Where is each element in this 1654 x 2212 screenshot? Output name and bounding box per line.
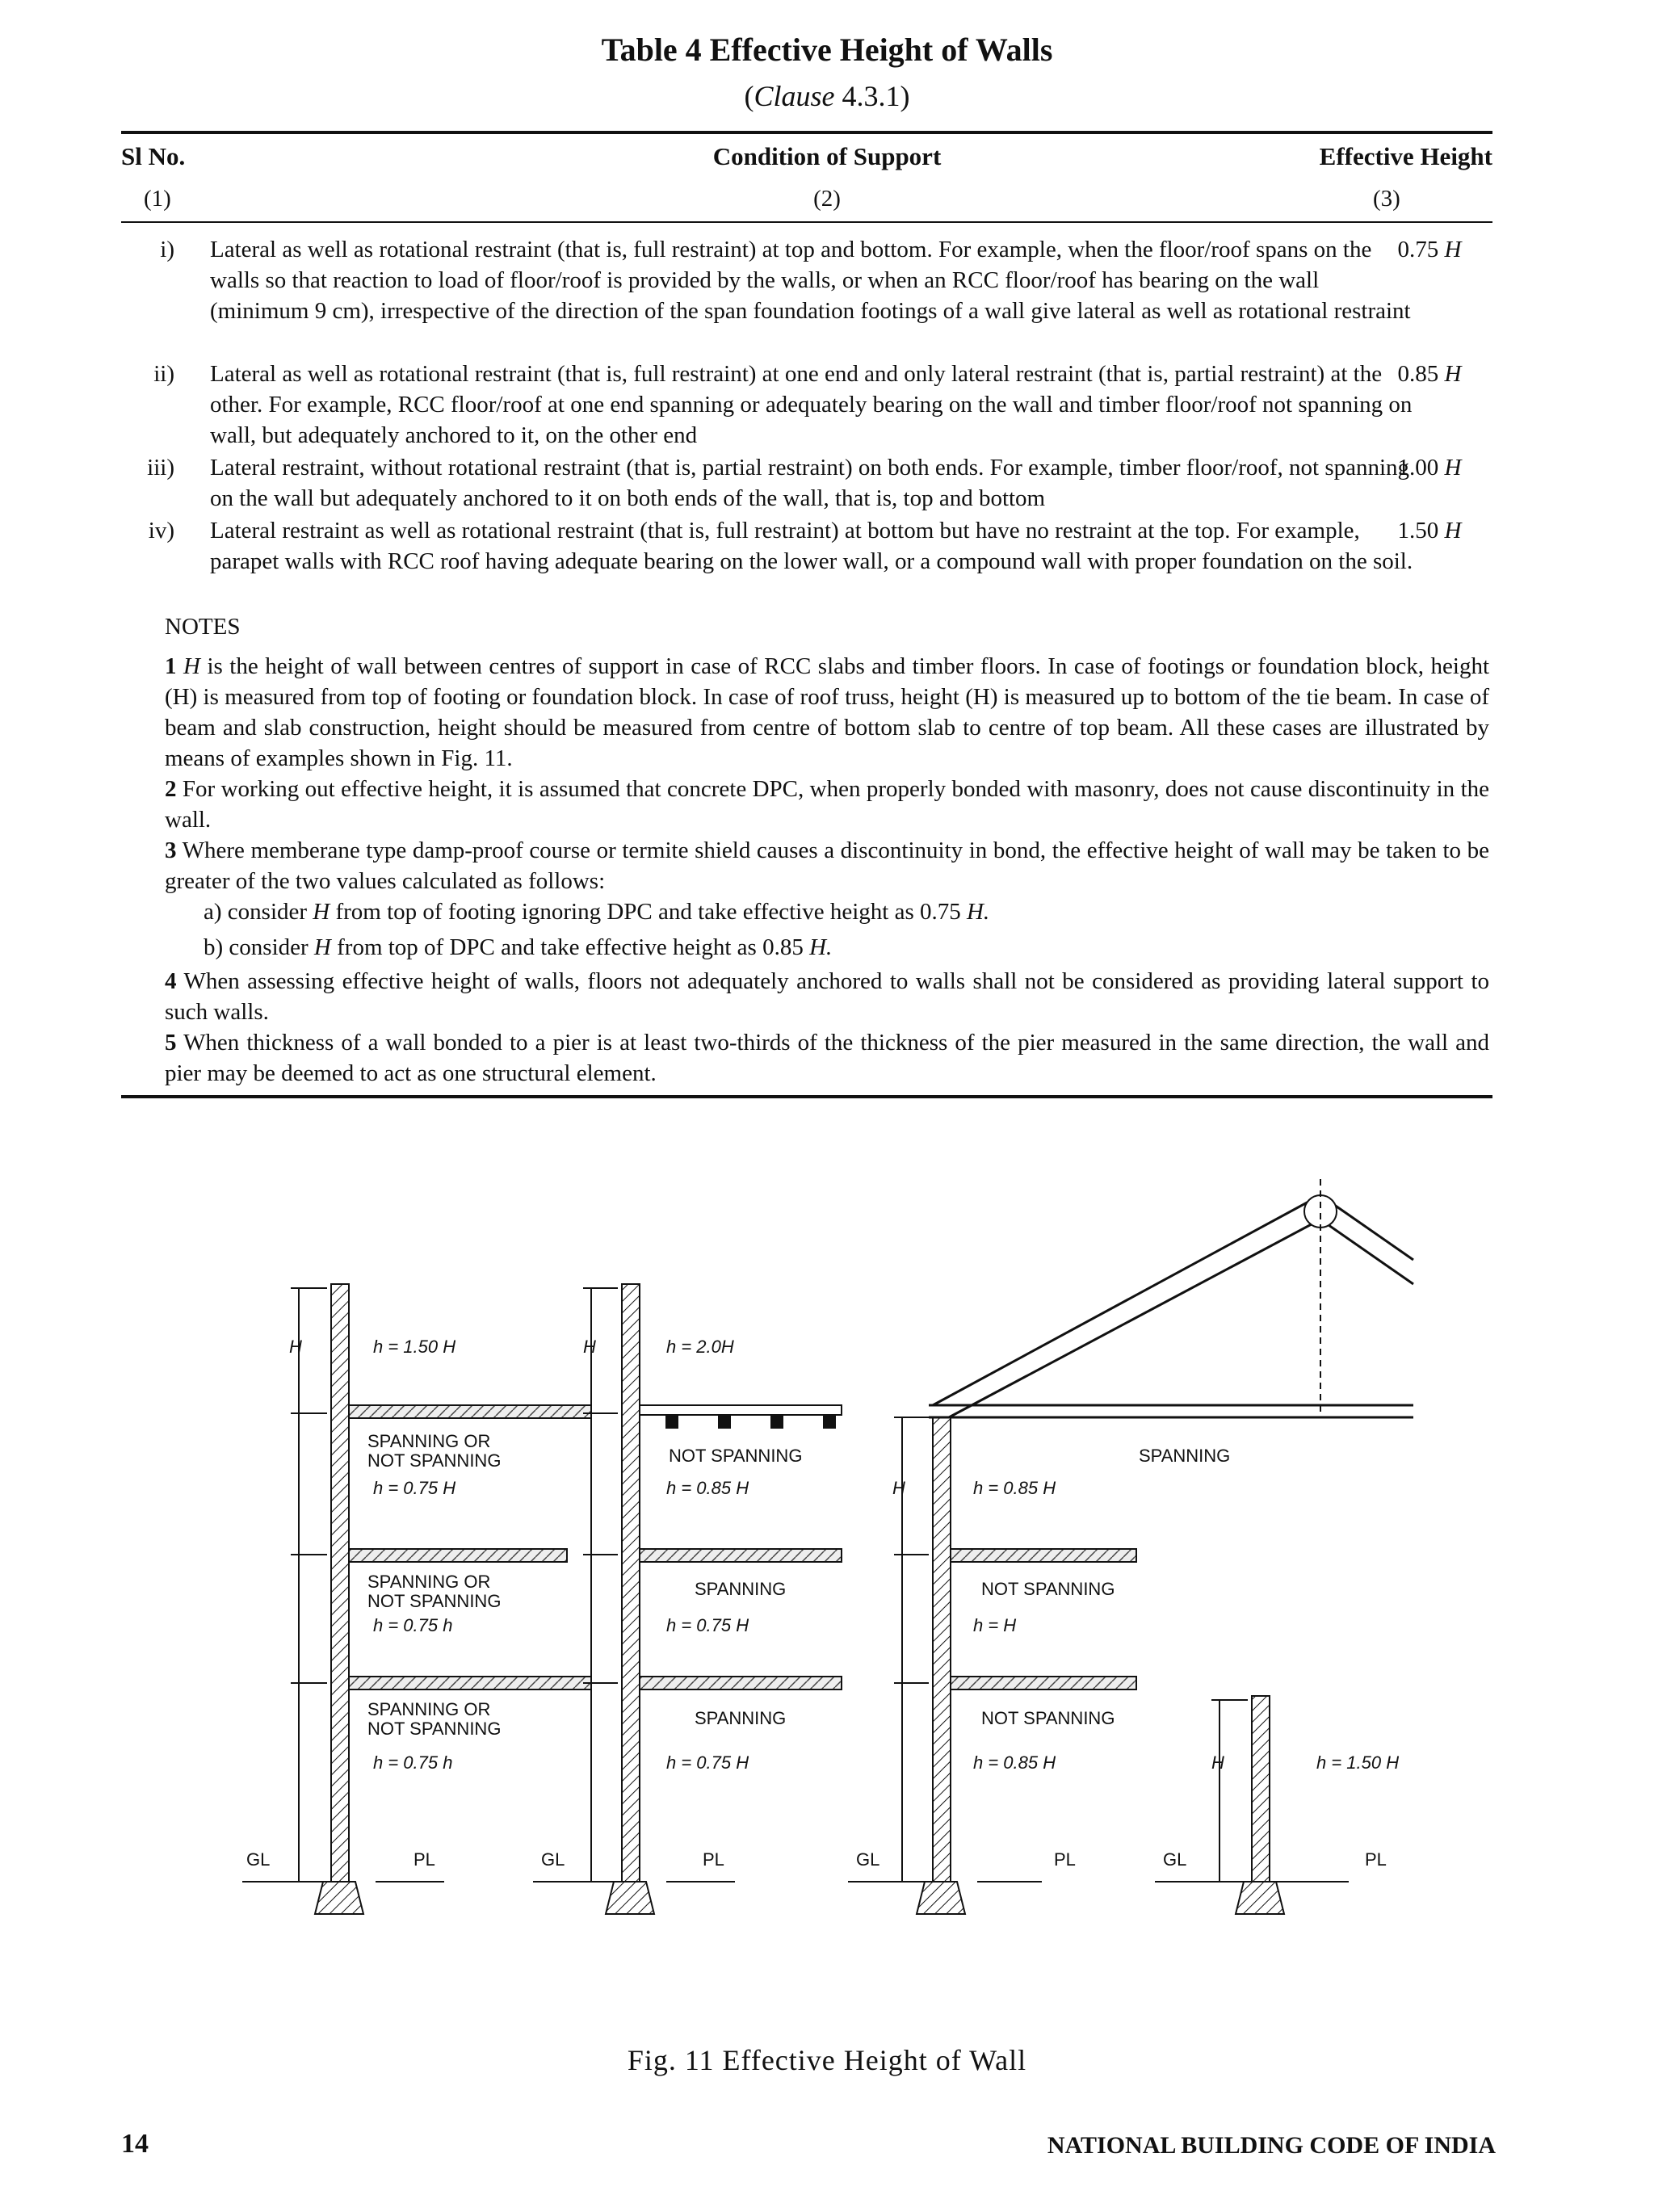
table-bottom-rule [121, 1095, 1492, 1098]
label-c-mid1: h = 0.85 H [973, 1478, 1056, 1498]
note-1: 1 H is the height of wall between centres of support in case of RCC slabs and timber floors. In case of footings or foundation block, height (H) is measured from top of footing or foundation block. In case of roof truss, height (H) is measured up to bottom of the tie beam. In case of beam and slab construction, height should be measured from centre of bottom slab to centre of top beam. All these cases are illustrated by means of examples shown in Fig. 11. [165, 653, 1489, 771]
page-number: 14 [121, 2129, 149, 2159]
label-pl-b: PL [703, 1849, 724, 1870]
note-3-item-a: a) consider H from top of footing ignoring DPC and take effective height as 0.75 H. [204, 899, 990, 925]
label-a-mid1: h = 0.75 H [373, 1478, 456, 1498]
rcc-slab [349, 1549, 567, 1562]
label-gl-d: GL [1163, 1849, 1187, 1870]
label-gl-a: GL [246, 1849, 271, 1870]
label-c-not-spanning-1: NOT SPANNING [981, 1579, 1115, 1599]
label-c-bot: h = 0.85 H [973, 1752, 1056, 1773]
label-a-span-6: NOT SPANNING [367, 1719, 502, 1739]
label-pl-d: PL [1365, 1849, 1387, 1870]
label-b-spanning-1: SPANNING [695, 1579, 787, 1599]
label-gl-c: GL [856, 1849, 880, 1870]
note-2: 2 For working out effective height, it is assumed that concrete DPC, when properly bonded with masonry, does not cause discontinuity in the wall. [165, 776, 1489, 833]
effective-height-figure [202, 1139, 1462, 1930]
header-condition: Condition of Support [712, 142, 942, 170]
clause-number: 4.3.1 [842, 80, 900, 112]
note-4: 4 When assessing effective height of walls, floors not adequately anchored to walls shall not be considered as providing lateral support to such walls. [165, 968, 1489, 1025]
label-b-bot: h = 0.75 H [666, 1752, 749, 1773]
row-effective-height: 1.00 H [1397, 455, 1462, 481]
header-rule [121, 221, 1492, 223]
row-sl: ii) [153, 361, 174, 387]
row-condition: Lateral restraint as well as rotational restraint (that is, full restraint) at bottom but have no restraint at the top. For example, parapet walls with RCC roof having adequate bearing on the lower wall, or a compound wall with proper foundation on the soil. [210, 518, 1413, 574]
label-height-c1: H [892, 1478, 905, 1498]
label-d-h: h = 1.50 H [1316, 1752, 1400, 1773]
label-gl-b: GL [541, 1849, 565, 1870]
label-c-mid2: h = H [973, 1615, 1017, 1635]
figure-11b [533, 1284, 842, 1930]
label-a-span-2: NOT SPANNING [367, 1450, 502, 1471]
label-b-mid2: h = 0.75 H [666, 1615, 749, 1635]
label-b-not-spanning: NOT SPANNING [669, 1446, 803, 1466]
label-height-d: H [1211, 1752, 1224, 1773]
table-title: Table 4 Effective Height of Walls [601, 31, 1053, 68]
note-5: 5 When thickness of a wall bonded to a pier is at least two-thirds of the thickness of the pier measured in the same direction, the wall and pier may be deemed to act as one structural element. [165, 1030, 1489, 1086]
row-condition: Lateral restraint, without rotational restraint (that is, partial restraint) on both ends. For example, timber floor/roof, not spanning on the wall but adequately anchored to it on both ends of the wall, that is, top and bottom [210, 455, 1410, 511]
clause-word: Clause [754, 80, 835, 112]
label-pl-a: PL [414, 1849, 435, 1870]
row-effective-height: 0.85 H [1397, 361, 1462, 387]
label-pl-c: PL [1054, 1849, 1076, 1870]
label-a-span-5: SPANNING OR [367, 1699, 491, 1719]
header-effective: Effective Height [1319, 142, 1492, 170]
row-sl: iii) [147, 455, 174, 481]
notes-heading: NOTES [165, 614, 241, 640]
column-number-3: (3) [1373, 186, 1400, 212]
label-b-spanning-2: SPANNING [695, 1708, 787, 1728]
label-a-span-4: NOT SPANNING [367, 1591, 502, 1611]
row-effective-height: 1.50 H [1397, 518, 1462, 544]
rcc-slab [349, 1405, 591, 1418]
table-top-rule [121, 131, 1492, 134]
label-height-a1: H [289, 1337, 302, 1357]
header-sl: Sl No. [121, 142, 186, 170]
figure-drawings [202, 1179, 1413, 1930]
label-c-spanning: SPANNING [1139, 1446, 1231, 1466]
note-3-item-b: b) consider H from top of DPC and take effective height as 0.85 H. [204, 934, 833, 960]
label-height-b1: H [583, 1337, 596, 1357]
figure-11c [848, 1179, 1413, 1930]
row-effective-height: 0.75 H [1397, 237, 1462, 262]
row-condition: Lateral as well as rotational restraint (that is, full restraint) at top and bottom. For example, when the floor/roof spans on the walls so that reaction to load of floor/roof is provided by the walls, or when an RCC floor/roof has bearing on the wall (minimum 9 cm), irrespective of the direction of the span foundation footings of a wall give lateral as well as rotational restraint [210, 237, 1411, 324]
note-3: 3 Where memberane type damp-proof course or termite shield causes a discontinuity in bond, the effective height of wall may be taken to be greater of the two values calculated as follows: [165, 837, 1489, 894]
table-clause: (Clause 4.3.1) [744, 80, 910, 112]
rcc-slab [349, 1677, 591, 1689]
label-a-mid2: h = 0.75 h [373, 1615, 453, 1635]
label-a-top: h = 1.50 H [373, 1337, 456, 1357]
row-sl: i) [160, 237, 174, 262]
row-sl: iv) [148, 518, 174, 544]
label-a-span-3: SPANNING OR [367, 1572, 491, 1592]
label-c-not-spanning-2: NOT SPANNING [981, 1708, 1115, 1728]
label-a-span-1: SPANNING OR [367, 1431, 491, 1451]
label-b-mid1: h = 0.85 H [666, 1478, 749, 1498]
label-b-top: h = 2.0H [666, 1337, 734, 1357]
figure-title: Fig. 11 Effective Height of Wall [627, 2044, 1027, 2076]
figure-11d [1155, 1696, 1349, 1930]
label-a-bot: h = 0.75 h [373, 1752, 453, 1773]
column-number-2: (2) [813, 186, 841, 212]
publication-title: NATIONAL BUILDING CODE OF INDIA [1047, 2132, 1496, 2159]
row-condition: Lateral as well as rotational restraint (that is, full restraint) at one end and only lateral restraint (that is, partial restraint) at the other. For example, RCC floor/roof at one end spanning or adequately bearing on the wall and timber floor/roof not spanning on wall, but adequately anchored to it, on the other end [210, 361, 1413, 448]
column-number-1: (1) [144, 186, 171, 212]
